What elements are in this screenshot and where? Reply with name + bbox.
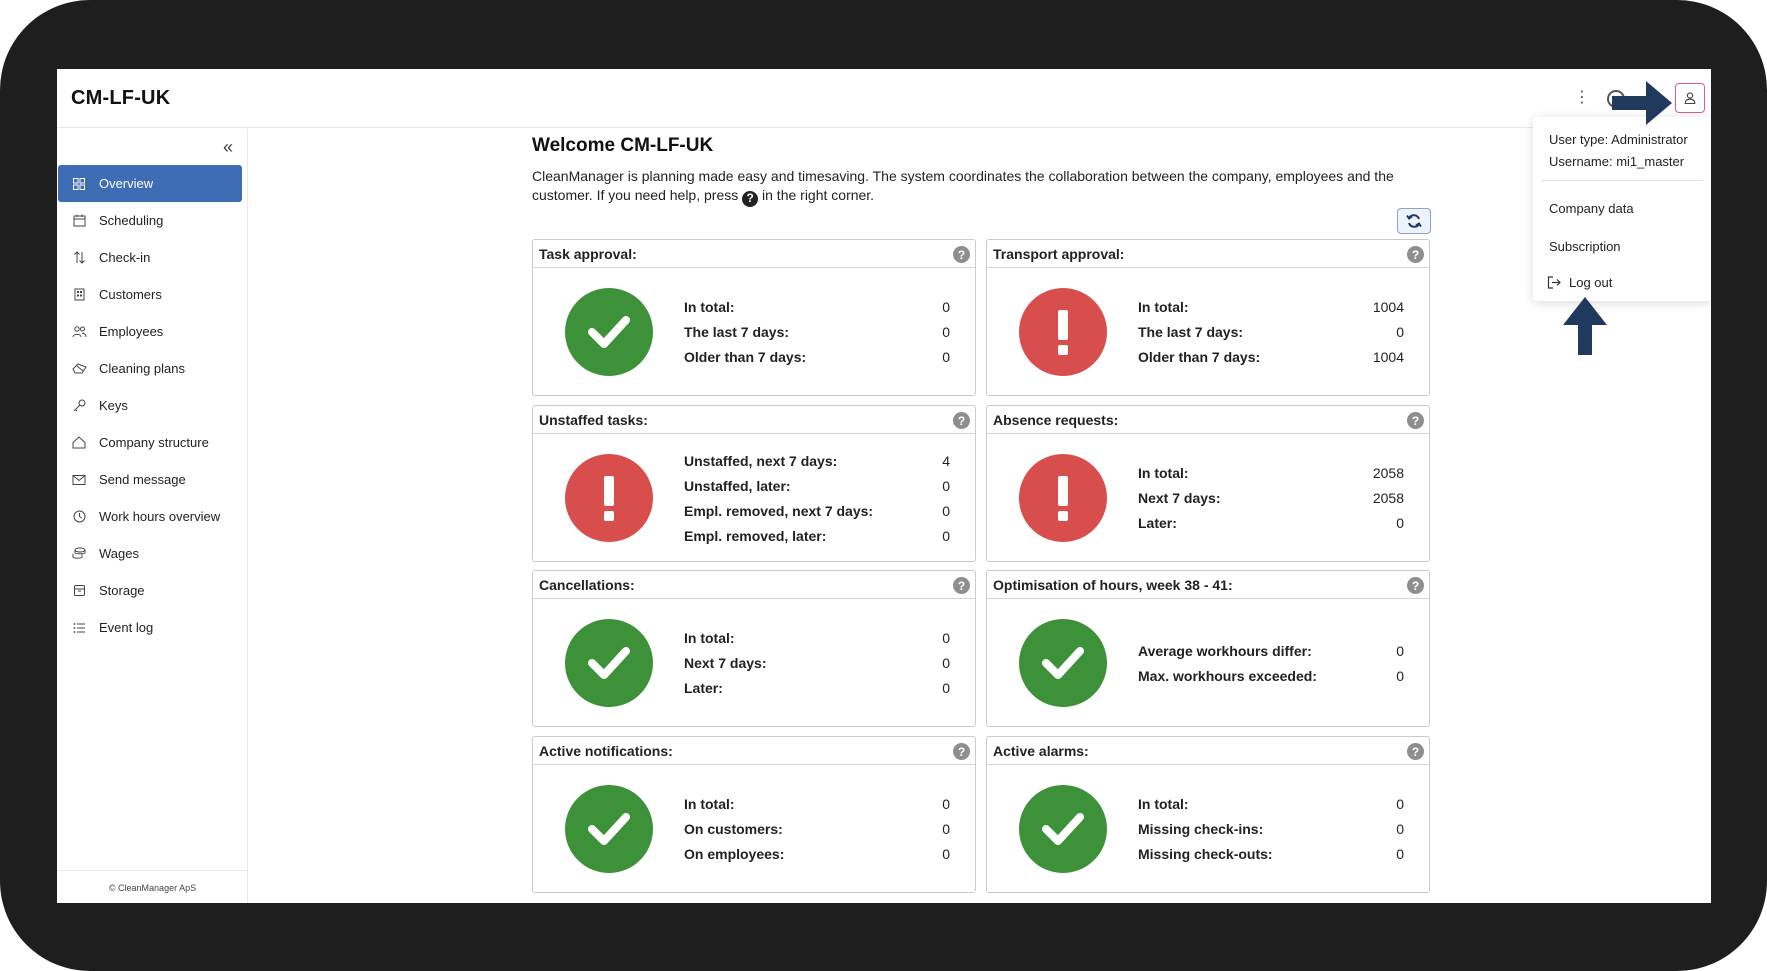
metric-row	[1138, 295, 1404, 320]
metric-value: 0	[942, 477, 950, 494]
metric-row	[684, 817, 950, 842]
metric-label: Empl. removed, next 7 days:	[684, 502, 874, 519]
collapse-sidebar-icon[interactable]: «	[223, 137, 234, 157]
sidebar-item-label: Send message	[99, 472, 186, 487]
metric-label: Average workhours differ:	[1138, 642, 1312, 659]
page-title: Welcome CM-LF-UK	[532, 135, 714, 156]
sidebar-item-label: Customers	[99, 287, 162, 302]
help-icon[interactable]: ?	[1407, 577, 1424, 594]
box-icon	[71, 583, 87, 599]
help-icon[interactable]: ?	[953, 246, 970, 263]
metric-value: 1004	[1372, 299, 1404, 315]
metric-label: Next 7 days:	[684, 655, 767, 671]
metric-value: 0	[1396, 515, 1404, 531]
sidebar-item-label: Event log	[99, 620, 154, 635]
app-window	[57, 69, 1711, 903]
help-icon[interactable]: ?	[1407, 412, 1424, 429]
card-title: Transport approval:	[993, 245, 1125, 262]
card-metrics	[1138, 571, 1404, 728]
home-icon	[71, 435, 87, 451]
card-metrics	[684, 571, 950, 728]
username: Username: mi1_master	[1549, 154, 1685, 169]
refresh-button[interactable]	[1397, 208, 1431, 234]
card-title: Absence requests:	[993, 411, 1119, 428]
status-card	[532, 239, 976, 396]
metric-row	[1138, 320, 1404, 345]
sidebar-item-event-log[interactable]	[57, 609, 248, 646]
metric-row	[684, 676, 950, 701]
metric-value: 0	[942, 680, 950, 696]
card-title: Optimisation of hours, week 38 - 41:	[993, 576, 1233, 593]
arrow-up-icon	[1559, 295, 1611, 357]
metric-value: 2058	[1372, 465, 1404, 481]
metric-label: Older than 7 days:	[684, 349, 807, 365]
sidebar-item-wages[interactable]	[57, 535, 248, 572]
status-card	[986, 239, 1430, 396]
grid-icon	[71, 176, 87, 192]
sidebar-item-label: Storage	[99, 583, 145, 598]
exclamation-icon	[1019, 454, 1107, 542]
menu-divider	[1541, 180, 1703, 181]
checkmark-icon	[565, 785, 653, 873]
metric-row	[684, 499, 950, 524]
metric-label: Older than 7 days:	[1138, 349, 1261, 365]
checkmark-icon	[1019, 785, 1107, 873]
metric-row	[684, 626, 950, 651]
sidebar-item-label: Cleaning plans	[99, 361, 186, 376]
status-card	[532, 405, 976, 562]
status-card	[986, 405, 1430, 562]
user-icon	[1683, 91, 1697, 105]
metric-value: 0	[1396, 642, 1404, 659]
metric-value: 0	[1396, 821, 1404, 837]
checkmark-icon	[1019, 619, 1107, 707]
metric-row	[1138, 486, 1404, 511]
metric-row	[684, 842, 950, 867]
metric-row	[684, 295, 950, 320]
help-icon[interactable]: ?	[953, 743, 970, 760]
metric-row	[684, 792, 950, 817]
sidebar-item-label: Scheduling	[99, 213, 164, 228]
metric-label: Unstaffed, next 7 days:	[684, 452, 838, 469]
card-metrics	[684, 737, 950, 894]
metric-value: 4	[942, 452, 950, 469]
metric-label: In total:	[684, 796, 735, 812]
metric-label: Missing check-outs:	[1138, 846, 1273, 862]
mail-icon	[71, 472, 87, 488]
metric-label: On customers:	[684, 821, 783, 837]
card-title: Task approval:	[539, 245, 637, 262]
kebab-icon[interactable]: ⋮	[1574, 89, 1590, 106]
card-metrics	[1138, 737, 1404, 894]
card-metrics	[684, 240, 950, 397]
exclamation-icon	[1019, 288, 1107, 376]
status-card	[532, 570, 976, 727]
eraser-icon	[71, 361, 87, 377]
metric-row	[1138, 664, 1404, 689]
metric-value: 0	[942, 821, 950, 837]
top-header	[57, 69, 1711, 128]
user-menu-button[interactable]	[1675, 83, 1705, 113]
refresh-icon	[1406, 213, 1422, 229]
metric-value: 0	[1396, 667, 1404, 684]
sidebar-nav	[57, 165, 248, 646]
help-icon: ?	[742, 191, 758, 207]
metric-row	[684, 524, 950, 549]
metric-row	[1138, 461, 1404, 486]
metric-value: 0	[942, 502, 950, 519]
metric-row	[1138, 792, 1404, 817]
metric-label: Later:	[684, 680, 723, 696]
metric-row	[1138, 842, 1404, 867]
sidebar-item-label: Overview	[99, 176, 154, 191]
card-metrics	[1138, 240, 1404, 397]
sidebar-item-cleaning-plans[interactable]	[57, 350, 248, 387]
sidebar-item-customers[interactable]	[57, 276, 248, 313]
sidebar	[57, 129, 248, 903]
metric-label: In total:	[1138, 299, 1189, 315]
sidebar-item-label: Company structure	[99, 435, 209, 450]
key-icon	[71, 398, 87, 414]
building-icon	[71, 287, 87, 303]
metric-value: 0	[1396, 324, 1404, 340]
status-card	[532, 736, 976, 893]
user-type: User type: Administrator	[1549, 132, 1688, 147]
user-menu-dropdown	[1533, 117, 1711, 301]
intro-text	[532, 167, 1442, 207]
clock-icon	[71, 509, 87, 525]
sidebar-item-work-hours-overview[interactable]	[57, 498, 248, 535]
help-icon[interactable]: ?	[953, 412, 970, 429]
sidebar-item-label: Keys	[99, 398, 128, 413]
checkmark-icon	[565, 619, 653, 707]
help-icon[interactable]: ?	[1407, 246, 1424, 263]
sidebar-item-label: Employees	[99, 324, 164, 339]
sidebar-item-employees[interactable]	[57, 313, 248, 350]
metric-value: 0	[942, 349, 950, 365]
checkmark-icon	[565, 288, 653, 376]
card-title: Unstaffed tasks:	[539, 411, 648, 428]
people-icon	[71, 324, 87, 340]
metric-value: 0	[1396, 796, 1404, 812]
metric-row	[1138, 345, 1404, 370]
metric-value: 0	[942, 324, 950, 340]
sidebar-item-label: Wages	[99, 546, 139, 561]
footer-divider	[57, 870, 248, 871]
sidebar-item-scheduling[interactable]	[57, 202, 248, 239]
menu-item-subscription[interactable]: Subscription	[1549, 239, 1621, 254]
coins-icon	[71, 546, 87, 562]
card-metrics	[1138, 406, 1404, 563]
help-icon[interactable]: ?	[1407, 743, 1424, 760]
metric-row	[684, 651, 950, 676]
metric-value: 0	[942, 527, 950, 544]
app-title: CM-LF-UK	[71, 87, 171, 109]
metric-label: Missing check-ins:	[1138, 821, 1264, 837]
menu-item-company-data[interactable]: Company data	[1549, 201, 1634, 216]
metric-label: Later:	[1138, 515, 1177, 531]
sidebar-item-keys[interactable]	[57, 387, 248, 424]
metric-value: 0	[942, 796, 950, 812]
list-icon	[71, 620, 87, 636]
intro-text-after: in the right corner.	[758, 187, 875, 203]
sidebar-footer: © CleanManager ApS	[108, 883, 197, 893]
user-info	[1549, 129, 1688, 173]
menu-item-logout[interactable]	[1547, 275, 1612, 290]
help-icon[interactable]: ?	[953, 577, 970, 594]
card-title: Cancellations:	[539, 576, 635, 593]
logout-label: Log out	[1569, 275, 1613, 290]
calendar-icon	[71, 213, 87, 229]
metric-value: 0	[942, 630, 950, 646]
sidebar-item-company-structure[interactable]	[57, 424, 248, 461]
metric-value: 0	[942, 655, 950, 671]
metric-label: In total:	[684, 299, 735, 315]
metric-label: Empl. removed, later:	[684, 527, 827, 544]
metric-label: Max. workhours exceeded:	[1138, 667, 1317, 684]
metric-value: 0	[942, 846, 950, 862]
metric-row	[684, 345, 950, 370]
status-card	[986, 570, 1430, 727]
swap-icon	[71, 250, 87, 266]
card-title: Active notifications:	[539, 742, 673, 759]
metric-label: In total:	[1138, 465, 1189, 481]
card-title: Active alarms:	[993, 742, 1089, 759]
metric-label: Unstaffed, later:	[684, 477, 791, 494]
status-card	[986, 736, 1430, 893]
metric-label: On employees:	[684, 846, 785, 862]
metric-label: The last 7 days:	[1138, 324, 1244, 340]
arrow-right-icon	[1612, 77, 1676, 129]
metric-row	[684, 320, 950, 345]
metric-row	[684, 474, 950, 499]
logout-icon	[1547, 276, 1561, 289]
intro-text-before: CleanManager is planning made easy and timesaving. The system coordinates the collaboration between the company, employees and the customer. If you need help, press	[532, 168, 1394, 203]
sidebar-item-label: Work hours overview	[99, 509, 221, 524]
sidebar-item-check-in[interactable]	[57, 239, 248, 276]
sidebar-item-storage[interactable]	[57, 572, 248, 609]
metric-value: 1004	[1372, 349, 1404, 365]
metric-label: Next 7 days:	[1138, 490, 1221, 506]
metric-label: In total:	[684, 630, 735, 646]
metric-row	[684, 449, 950, 474]
metric-row	[1138, 511, 1404, 536]
metric-row	[1138, 639, 1404, 664]
exclamation-icon	[565, 454, 653, 542]
metric-row	[1138, 817, 1404, 842]
metric-value: 0	[1396, 846, 1404, 862]
metric-label: In total:	[1138, 796, 1189, 812]
card-metrics	[684, 406, 950, 563]
sidebar-item-label: Check-in	[99, 250, 151, 265]
metric-label: The last 7 days:	[684, 324, 790, 340]
metric-value: 0	[942, 299, 950, 315]
metric-value: 2058	[1372, 490, 1404, 506]
sidebar-item-send-message[interactable]	[57, 461, 248, 498]
sidebar-item-overview[interactable]	[58, 165, 242, 202]
